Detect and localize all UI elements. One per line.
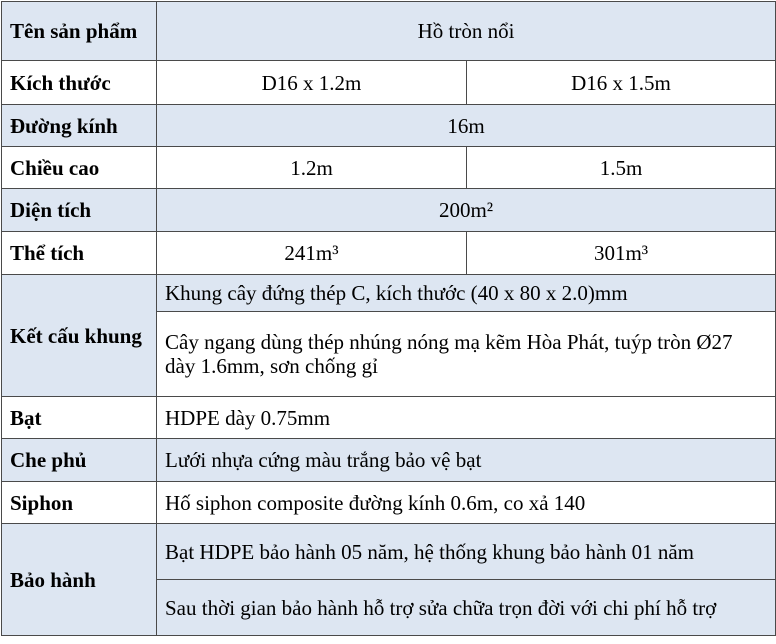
height-value-b: 1.5m — [467, 147, 776, 189]
frame-label: Kết cấu khung — [2, 275, 157, 397]
liner-label: Bạt — [2, 397, 157, 439]
height-value-a: 1.2m — [157, 147, 467, 189]
product-value: Hồ tròn nổi — [157, 2, 776, 61]
row-size — [2, 61, 776, 105]
cover-label: Che phủ — [2, 439, 157, 482]
row-height — [2, 147, 776, 189]
area-label: Diện tích — [2, 189, 157, 232]
volume-label: Thể tích — [2, 232, 157, 275]
height-label: Chiều cao — [2, 147, 157, 189]
warranty-line-1: Bạt HDPE bảo hành 05 năm, hệ thống khung bảo hành 01 năm — [157, 524, 776, 580]
row-volume — [2, 232, 776, 275]
row-siphon — [2, 482, 776, 524]
liner-value: HDPE dày 0.75mm — [157, 397, 776, 439]
spec-table — [1, 1, 776, 636]
diameter-label: Đường kính — [2, 105, 157, 147]
cover-value: Lưới nhựa cứng màu trắng bảo vệ bạt — [157, 439, 776, 482]
row-frame-1 — [2, 275, 776, 312]
row-liner — [2, 397, 776, 439]
row-diameter — [2, 105, 776, 147]
area-value: 200m² — [157, 189, 776, 232]
size-label: Kích thước — [2, 61, 157, 105]
product-label: Tên sản phẩm — [2, 2, 157, 61]
row-product — [2, 2, 776, 61]
siphon-value: Hố siphon composite đường kính 0.6m, co xả 140 — [157, 482, 776, 524]
volume-value-a: 241m³ — [157, 232, 467, 275]
diameter-value: 16m — [157, 105, 776, 147]
size-value-a: D16 x 1.2m — [157, 61, 467, 105]
row-warranty-1 — [2, 524, 776, 580]
row-area — [2, 189, 776, 232]
volume-value-b: 301m³ — [467, 232, 776, 275]
row-cover — [2, 439, 776, 482]
frame-line-1: Khung cây đứng thép C, kích thước (40 x 80 x 2.0)mm — [157, 275, 776, 312]
size-value-b: D16 x 1.5m — [467, 61, 776, 105]
warranty-line-2: Sau thời gian bảo hành hỗ trợ sửa chữa trọn đời với chi phí hỗ trợ — [157, 580, 776, 636]
warranty-label: Bảo hành — [2, 524, 157, 636]
siphon-label: Siphon — [2, 482, 157, 524]
frame-line-2: Cây ngang dùng thép nhúng nóng mạ kẽm Hòa Phát, tuýp tròn Ø27 dày 1.6mm, sơn chống gỉ — [157, 312, 776, 397]
